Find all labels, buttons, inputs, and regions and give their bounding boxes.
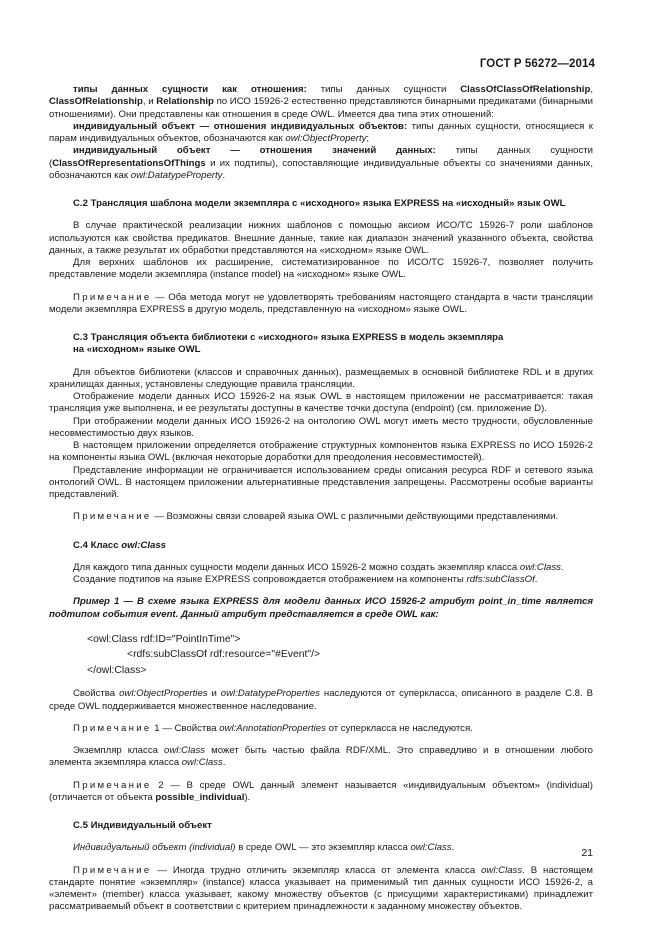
- paragraph-c2-2: Для верхних шаблонов их расширение, систематизированное по ИСО/ТС 15926-7, позволяет получить представление модели экземпляра (instance model) на «исходном» языке OWL.: [49, 257, 593, 281]
- paragraph-c4-2: Создание подтипов на языке EXPRESS сопровождается отображением на компоненты rdfs:subClassOf.: [73, 574, 538, 585]
- note-c3: Примечание — Возможны связи словарей языка OWL с различными действующими представлениями.: [73, 511, 559, 523]
- example-1: Пример 1 — В схеме языка EXPRESS для модели данных ИСО 15926-2 атрибут point_in_time является подтипом события event. Данный атрибут представляется в среде OWL как:: [49, 596, 593, 620]
- page-number: 21: [581, 848, 593, 859]
- paragraph-c4-4: Экземпляр класса owl:Class может быть частью файла RDF/XML. Это справедливо и в отношении любого элемента экземпляра класса owl:Class.: [49, 745, 593, 769]
- paragraph-c2-1: В случае практической реализации нижних шаблонов с помощью аксиом ИСО/ТС 15926-7 роли шаблонов используются как свойства предикатов. Внешние данные, такие как диапазон значений указанного объекта, свойства данных, а также результат их обработки представляются на «исходном» языке OWL.: [49, 220, 593, 256]
- note-c4-2: Примечание 2 — В среде OWL данный элемент называется «индивидуальным объектом» (individual) (отличается от объекта possible_individual).: [49, 779, 593, 803]
- note-c2: Примечание — Оба метода могут не удовлетворять требованиям настоящего стандарта в части трансляции модели экземпляра EXPRESS в другую модель, представленную на «исходном» языке OWL.: [49, 291, 593, 315]
- standard-number: ГОСТ Р 56272—2014: [479, 58, 595, 70]
- paragraph-c3-4: В настоящем приложении определяется отображение структурных компонентов языка EXPRESS по ИСО 15926-2 на компоненты языка OWL (включая некоторые доработки для преодоления несовместимостей).: [49, 440, 593, 464]
- paragraph-c3-5: Представление информации не ограничивается использованием среды описания ресурса RDF и сетевого языка онтологий OWL. В настоящем приложении альтернативные представления запрещены. Рассмотрены особые варианты представлений.: [49, 464, 593, 500]
- paragraph-c3-1: Для объектов библиотеки (классов и справочных данных), размещаемых в основной библиотеке RDL и в других хранилищах данных, установлены следующие правила трансляции.: [49, 366, 593, 390]
- section-heading-c5: С.5 Индивидуальный объект: [73, 820, 212, 831]
- paragraph-c3-2: Отображение модели данных ИСО 15926-2 на язык OWL в настоящем приложении не рассматривается: такая трансляция уже выполнена, и ее результаты доступны в качестве точки доступа (endpoint) (см. приложение D).: [49, 391, 593, 415]
- paragraph-object-property: индивидуальный объект — отношения индивидуальных объектов: типы данных сущности, относящиеся к парам индивидуальных объектов, обозначаются как owl:ObjectProperty;: [49, 120, 593, 144]
- paragraph-c5-1: Индивидуальный объект (individual) в среде OWL — это экземпляр класса owl:Class.: [73, 842, 455, 854]
- paragraph-c4-1: Для каждого типа данных сущности модели данных ИСО 15926-2 можно создать экземпляр класса owl:Class.: [73, 561, 564, 573]
- paragraph-datatype-property: индивидуальный объект — отношения значений данных: типы данных сущности (ClassOfRepresentationsOfThings и их подтипы), сопоставляющие индивидуальные объекты со значениями данных, обозначаются как owl:DatatypeProperty.: [49, 145, 593, 181]
- paragraph-relationship-types: типы данных сущности как отношения: типы данных сущности ClassOfClassOfRelationship, ClassOfRelationship, и Relationship по ИСО 15926-2 естественно представляются бинарными предикатами (бинарными отношениями). Они представлены как отношения в среде OWL. Имеется два типа этих отношений:: [49, 84, 593, 120]
- note-c5: Примечание — Иногда трудно отличить экземпляр класса от элемента класса owl:Class. В настоящем стандарте понятие «экземпляр» (instance) класса указывает на применимый тип данных сущности ИСО 15926-2, а «элемент» (member) класса указывает, какому множеству объектов (с присущими характеристиками) принадлежит рассматриваемый объект в соответствии с критерием принадлежности к заданному множеству объектов.: [49, 864, 593, 913]
- code-line-2: <rdfs:subClassOf rdf:resource="#Event"/>: [127, 649, 321, 661]
- section-heading-c2: С.2 Трансляция шаблона модели экземпляра с «исходного» языка EXPRESS на «исходный» язык OWL: [73, 198, 566, 209]
- section-heading-c3: С.3 Трансляция объекта библиотеки с «исходного» языка EXPRESS в модель экземпляра на «исходном» языке OWL: [73, 332, 504, 356]
- section-heading-c4: С.4 Класс owl:Class: [73, 539, 167, 551]
- code-line-1: <owl:Class rdf:ID="PointInTime">: [87, 633, 241, 645]
- note-c4-1: Примечание 1 — Свойства owl:AnnotationProperties от суперкласса не наследуются.: [73, 722, 473, 734]
- code-block-owl-class: [49, 632, 593, 679]
- page-body: [49, 84, 593, 914]
- paragraph-c4-3: Свойства owl:ObjectProperties и owl:DatatypeProperties наследуются от суперкласса, описанного в разделе С.8. В среде OWL поддерживается множественное наследование.: [49, 688, 593, 712]
- paragraph-c3-3: При отображении модели данных ИСО 15926-2 на онтологию OWL могут иметь место трудности, обусловленные несовместимостью двух языков.: [49, 415, 593, 439]
- code-line-3: </owl:Class>: [87, 664, 147, 676]
